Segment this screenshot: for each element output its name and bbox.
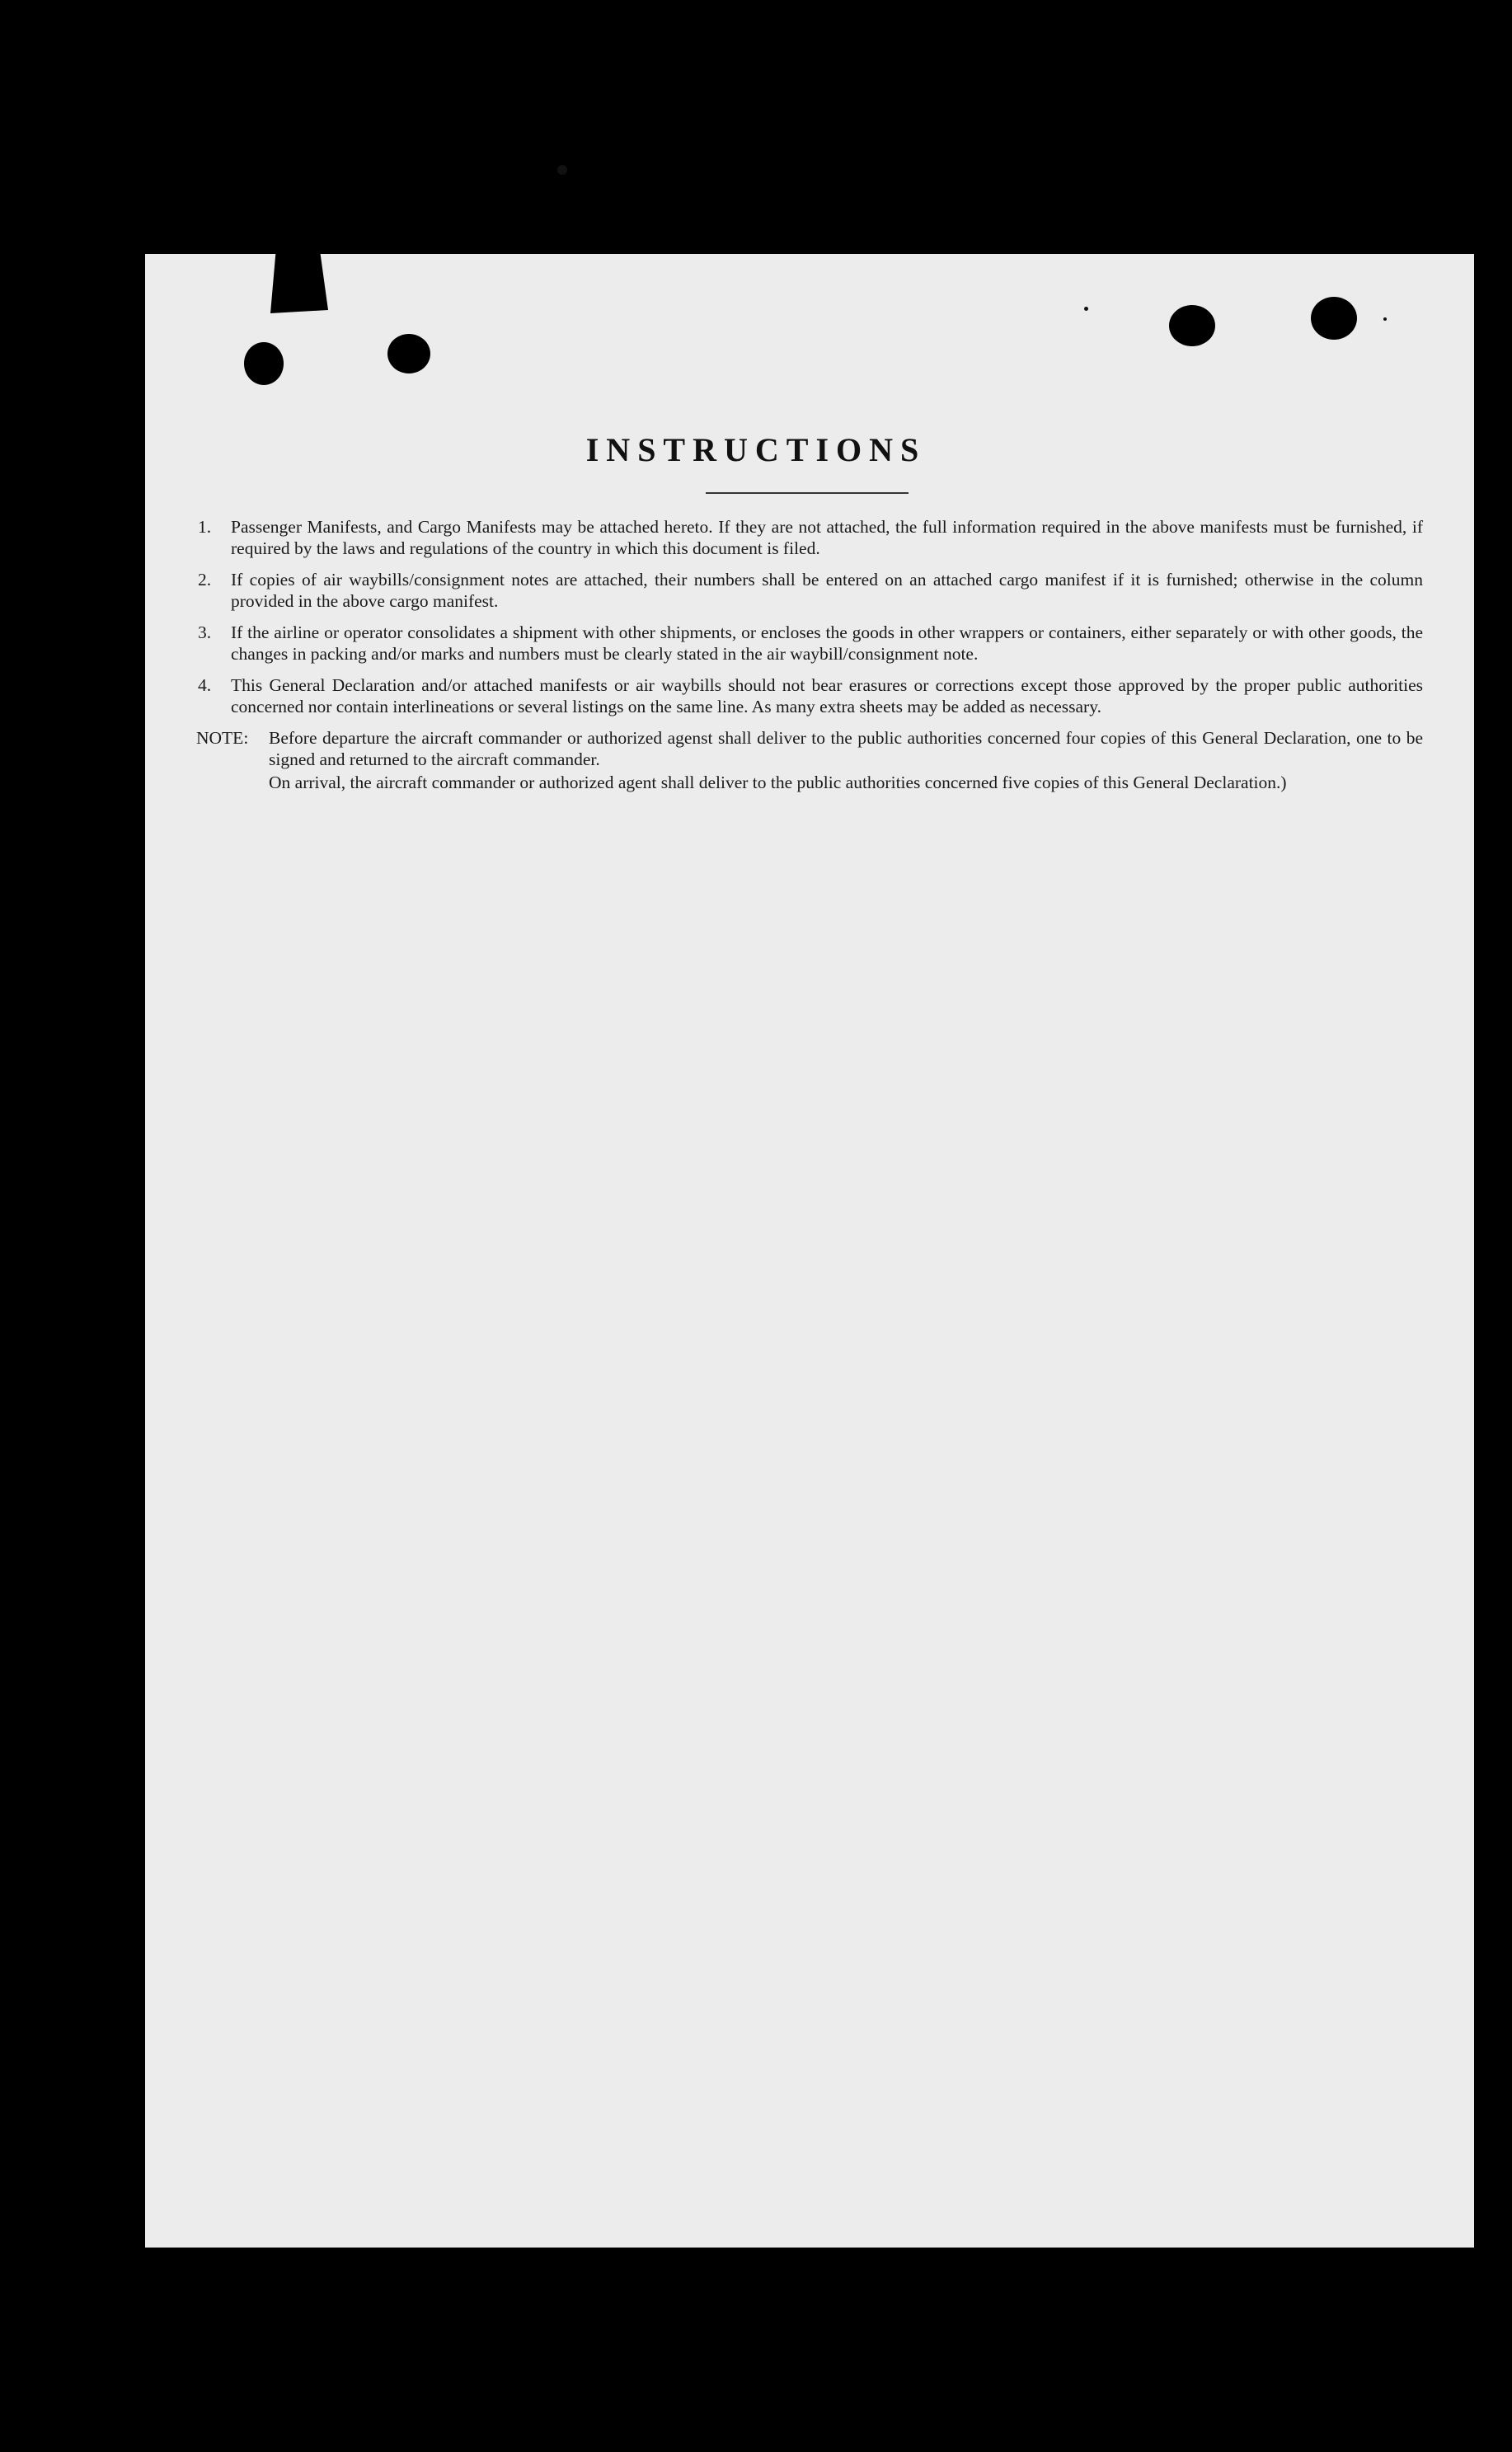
instruction-item bbox=[196, 569, 1423, 612]
instruction-item bbox=[196, 622, 1423, 665]
note-block bbox=[196, 727, 1423, 793]
item-text: Passenger Manifests, and Cargo Manifests may be attached hereto. If they are not attached, the full information required in the above manifests must be furnished, if required by the laws and regulations of the country in which this document is filed. bbox=[231, 517, 1423, 558]
torn-tab-mark bbox=[270, 247, 328, 313]
punch-hole bbox=[1311, 297, 1357, 340]
item-text: If the airline or operator consolidates a shipment with other shipments, or encloses the goods in other wrappers or containers, either separately or with other goods, the changes in packing and/or marks and numbers must be clearly stated in the air waybill/consignment note. bbox=[231, 622, 1423, 664]
page-title: INSTRUCTIONS bbox=[585, 431, 927, 468]
note-label: NOTE: bbox=[196, 728, 249, 748]
speck-mark bbox=[557, 165, 567, 175]
item-number: 1. bbox=[198, 517, 212, 537]
instructions-list bbox=[196, 516, 1423, 793]
instruction-item bbox=[196, 516, 1423, 559]
item-number: 3. bbox=[198, 622, 212, 642]
item-number: 4. bbox=[198, 675, 212, 695]
note-arrival: On arrival, the aircraft commander or authorized agent shall deliver to the public authorities concerned five copies of this General Declaration.) bbox=[269, 773, 1287, 792]
item-number: 2. bbox=[198, 570, 212, 590]
speck-mark bbox=[1383, 317, 1387, 321]
title-underline bbox=[706, 492, 909, 494]
item-text: If copies of air waybills/consignment notes are attached, their numbers shall be entered on an attached cargo manifest if it is furnished; otherwise in the column provided in the above cargo manifest. bbox=[231, 570, 1423, 611]
item-text: This General Declaration and/or attached manifests or air waybills should not bear erasures or corrections except those approved by the proper public authorities concerned nor contain interlineations or several listings on the same line. As many extra sheets may be added as necessary. bbox=[231, 675, 1423, 716]
punch-hole bbox=[244, 342, 284, 385]
punch-hole bbox=[387, 334, 430, 373]
speck-mark bbox=[1084, 307, 1088, 311]
instruction-item bbox=[196, 674, 1423, 717]
note-departure: Before departure the aircraft commander or authorized agenst shall deliver to the public authorities concerned four copies of this General Declaration, one to be signed and returned to the aircraft commander. bbox=[269, 728, 1423, 769]
punch-hole bbox=[1169, 305, 1215, 346]
